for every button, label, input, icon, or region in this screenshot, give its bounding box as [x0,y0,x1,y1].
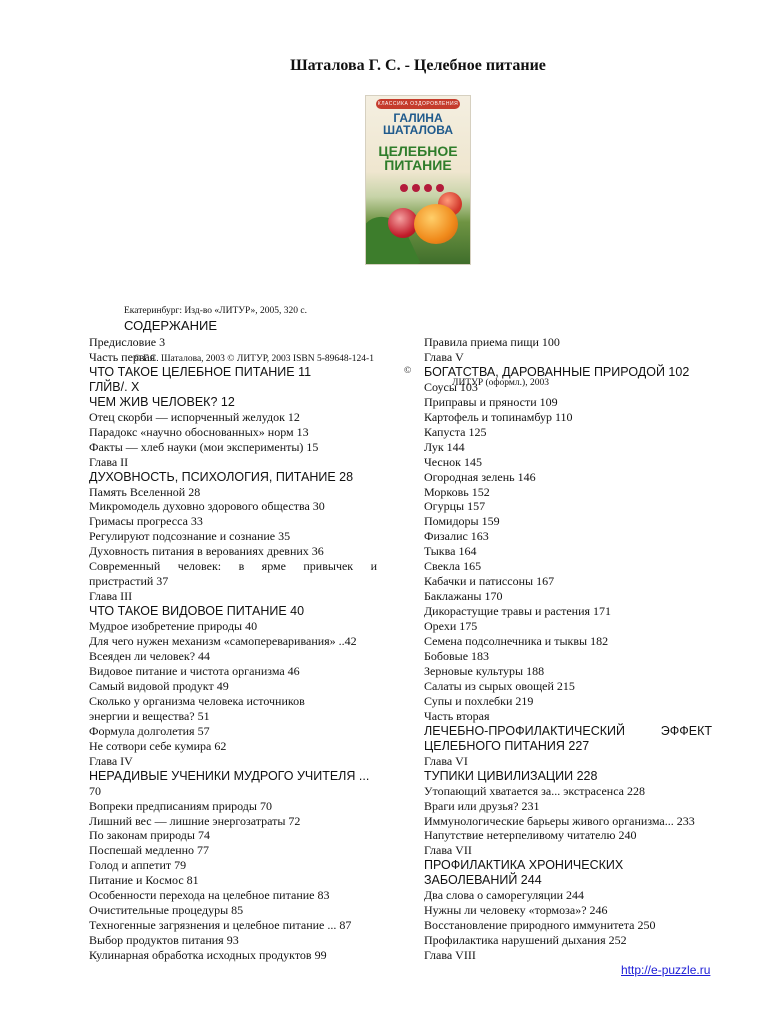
toc-heading: СОДЕРЖАНИЕ [124,318,218,333]
toc-entry: Орехи 175 [424,619,478,634]
toc-entry: Поспешай медленно 77 [89,843,210,858]
toc-entry: Питание и Космос 81 [89,873,199,888]
toc-entry: Огурцы 157 [424,499,486,514]
toc-entry: ПРОФИЛАКТИКА ХРОНИЧЕСКИХ [424,858,624,873]
toc-entry: Чеснок 145 [424,454,483,469]
toc-entry: Враги или друзья? 231 [424,798,540,813]
toc-entry: ДУХОВНОСТЬ, ПСИХОЛОГИЯ, ПИТАНИЕ 28 [89,469,354,484]
toc-entry: Бобовые 183 [424,649,490,664]
toc-entry: Семена подсолнечника и тыквы 182 [424,634,609,649]
toc-entry: Профилактика нарушений дыхания 252 [424,933,627,948]
toc-entry: пристрастий 37 [89,574,169,589]
toc-entry: Формула долголетия 57 [89,723,210,738]
toc-entry: Свекла 165 [424,559,482,574]
toc-entry: Восстановление природного иммунитета 250 [424,918,656,933]
toc-entry: Баклажаны 170 [424,589,503,604]
toc-entry: Кабачки и патиссоны 167 [424,574,555,589]
toc-entry: Всеяден ли человек? 44 [89,649,211,664]
toc-entry: Глава VI [424,753,468,768]
toc-entry: Часть первая [89,349,156,364]
toc-entry: Предисловие 3 [89,335,166,349]
toc-entry: Голод и аппетит 79 [89,858,187,873]
toc-entry: Гримасы прогресса 33 [89,514,203,529]
toc-entry: Факты — хлеб науки (мои эксперименты) 15 [89,439,319,454]
toc-entry: Глава VIII [424,948,476,963]
publication-line-1: Екатеринбург: Изд-во «ЛИТУР», 2005, 320 с. [124,306,307,316]
toc-entry: Глава II [89,454,129,469]
toc-entry: ЧЕМ ЖИВ ЧЕЛОВЕК? 12 [89,394,235,409]
toc-entry: Вопреки предписаниям природы 70 [89,798,272,813]
toc-entry: Духовность питания в верованиях древних 36 [89,544,324,559]
toc-entry: Память Вселенной 28 [89,484,201,499]
toc-entry: ЧТО ТАКОЕ ВИДОВОЕ ПИТАНИЕ 40 [89,604,305,619]
toc-entry: Огородная зелень 146 [424,469,536,484]
toc-entry: Помидоры 159 [424,514,500,529]
toc-entry: ЗАБОЛЕВАНИЙ 244 [424,873,542,888]
toc-entry: Напутствие нетерпеливому читателю 240 [424,828,637,843]
publication-line-2: © Г.С. Шаталова, 2003 © ЛИТУР, 2003 ISBN 5-89648-124-1 © ЛИТУР (оформл.), 2003 [133,354,549,388]
toc-entry: Видовое питание и чистота организма 46 [89,663,300,678]
toc-right-column [424,335,712,963]
toc-entry: Самый видовой продукт 49 [89,678,229,693]
toc-entry: Капуста 125 [424,424,487,439]
toc-entry: Глава III [89,589,133,604]
toc-entry: Морковь 152 [424,484,490,499]
footer-link[interactable]: http://e-puzzle.ru [621,963,711,977]
toc-entry: Выбор продуктов питания 93 [89,933,239,948]
cover-series-label: КЛАССИКА ОЗДОРОВЛЕНИЯ [377,101,459,107]
document-title: Шаталова Г. С. - Целебное питание [290,57,546,74]
toc-entry: Глава VII [424,843,472,858]
toc-entry: ТУПИКИ ЦИВИЛИЗАЦИИ 228 [424,768,598,783]
toc-entry: 70 [89,783,101,798]
toc-entry: Иммунологические барьеры живого организма... 233 [424,813,695,828]
book-cover-image [366,96,470,264]
toc-entry: НЕРАДИВЫЕ УЧЕНИКИ МУДРОГО УЧИТЕЛЯ ... [89,768,370,783]
toc-entry: Соусы 103 [424,379,478,394]
toc-entry: Микромодель духовно здорового общества 30 [89,499,325,514]
toc-entry: ЧТО ТАКОЕ ЦЕЛЕБНОЕ ПИТАНИЕ 11 [89,364,312,379]
toc-entry: Правила приема пищи 100 [424,335,560,349]
toc-entry: Лишний вес — лишние энергозатраты 72 [89,813,301,828]
toc-entry: По законам природы 74 [89,828,210,843]
toc-entry: ЦЕЛЕБНОГО ПИТАНИЯ 227 [424,738,590,753]
toc-entry: Современный человек: в ярме привычек и [89,559,377,574]
toc-entry: Особенности перехода на целебное питание 83 [89,888,330,903]
toc-entry: Дикорастущие травы и растения 171 [424,604,612,619]
toc-entry: Глава V [424,349,464,364]
toc-entry: Картофель и топинамбур 110 [424,409,573,424]
toc-entry: Приправы и пряности 109 [424,394,558,409]
toc-entry: Зерновые культуры 188 [424,663,545,678]
toc-entry: Отец скорби — испорченный желудок 12 [89,409,300,424]
toc-entry: Супы и похлебки 219 [424,693,534,708]
toc-entry: Часть вторая [424,708,490,723]
toc-entry: Очистительные процедуры 85 [89,903,244,918]
toc-entry: Нужны ли человеку «тормоза»? 246 [424,903,608,918]
toc-entry: Два слова о саморегуляции 244 [424,888,585,903]
toc-entry: Физалис 163 [424,529,489,544]
toc-entry: ЛЕЧЕБНО-ПРОФИЛАКТИЧЕСКИЙ ЭФФЕКТ [424,723,712,738]
toc-entry: Регулируют подсознание и сознание 35 [89,529,291,544]
toc-entry: энергии и вещества? 51 [89,708,210,723]
toc-entry: Тыква 164 [424,544,477,559]
toc-entry: Утопающий хватается за... экстрасенса 228 [424,783,645,798]
toc-entry: Сколько у организма человека источников [89,693,305,708]
cover-title: ЦЕЛЕБНОЕ ПИТАНИЕ [378,143,458,173]
toc-entry: Техногенные загрязнения и целебное питание ... 87 [89,918,352,933]
toc-entry: Мудрое изобретение природы 40 [89,619,258,634]
cover-author: ГАЛИНА ШАТАЛОВА [382,111,453,137]
cover-vegetable-pumpkin [414,204,458,244]
toc-entry: Для чего нужен механизм «самопереваривания» ..42 [89,634,357,649]
toc-entry: Глава IV [89,753,133,768]
toc-entry: Кулинарная обработка исходных продуктов 99 [89,948,327,963]
toc-entry: Лук 144 [424,439,465,454]
toc-entry: Не сотвори себе кумира 62 [89,738,227,753]
toc-entry: БОГАТСТВА, ДАРОВАННЫЕ ПРИРОДОЙ 102 [424,364,690,379]
toc-entry: Салаты из сырых овощей 215 [424,678,575,693]
toc-entry: Парадокс «научно обоснованных» норм 13 [89,424,309,439]
toc-entry: ГЛЙВ/. Х [89,379,140,394]
